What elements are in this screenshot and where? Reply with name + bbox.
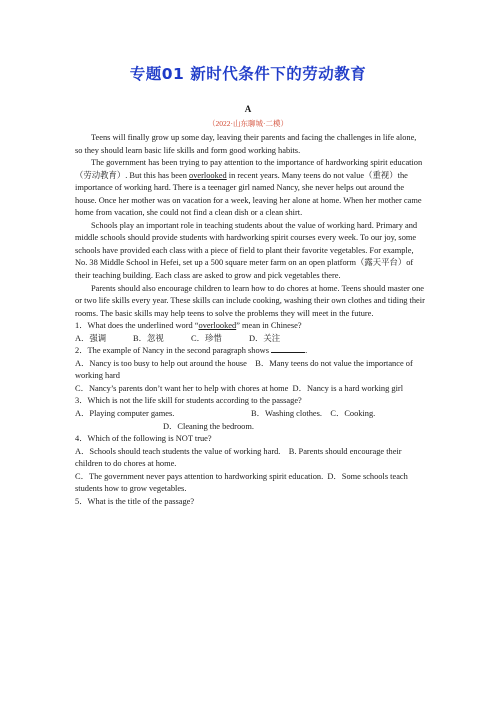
q1-options — [75, 333, 425, 346]
paragraph-1: Teens will finally grow up some day, leaving their parents and facing the challenges in life alone, so they should learn basic life skills and form good working habits. — [75, 133, 417, 155]
q1-option-c: C．珍惜 — [191, 333, 222, 343]
q1-stem-a: 1．What does the underlined word “ — [75, 321, 199, 331]
q4-option-b: B. Parents should encourage their children to do chores at home. — [75, 446, 402, 469]
paragraph-2-text-a: The government has been trying to pay attention to the importance of hardworking spirit education（劳动教育）. But this has been — [75, 158, 423, 180]
question-1 — [75, 320, 425, 333]
q2-option-b: B．Many teens do not value the importance of working hard — [75, 358, 413, 381]
q4-option-d: D．Some schools teach students how to grow vegetables. — [75, 471, 408, 494]
underlined-word: overlooked — [189, 170, 227, 180]
q1-option-d: D．关注 — [249, 333, 281, 343]
q3-option-b: B．Washing clothes. — [251, 409, 322, 419]
q4-option-c: C．The government never pays attention to hardworking spirit education. — [75, 471, 324, 481]
source-note: （2022·山东聊城·二模） — [208, 119, 288, 128]
q2-stem: 2．The example of Nancy in the second paragraph shows — [75, 346, 269, 356]
q4-options-cd — [75, 471, 425, 496]
q1-underlined-word: overlooked — [198, 321, 237, 331]
q3-options-abc — [75, 408, 425, 421]
question-3: 3．Which is not the life skill for students according to the passage? — [75, 396, 302, 406]
page-title: 专题01 新时代条件下的劳动教育 — [129, 65, 367, 83]
section-label: A — [244, 104, 252, 114]
q3-option-a: A．Playing computer games. — [75, 409, 175, 419]
q4-option-a: A．Schools should teach students the value of working hard. — [75, 446, 281, 456]
q1-option-b: B．忽视 — [133, 333, 164, 343]
paragraph-4: Parents should also encourage children to learn how to do chores at home. Teens should master one or two life skills every year. These skills can include cooking, washing their own clothes and tiding their rooms. The basic skills may help teens to solve the problems they will meet in the future. — [75, 283, 425, 318]
q3-options-d — [75, 421, 425, 434]
paragraph-2 — [75, 157, 425, 220]
q1-option-a: A．强调 — [75, 333, 107, 343]
q2-option-a: A．Nancy is too busy to help out around the house — [75, 358, 247, 368]
q3-option-d: D．Cleaning the bedroom. — [163, 421, 254, 431]
paragraph-2-text-b: in recent years. Many teens do not value（重视）the importance of working hard. There is a teenager girl named Nancy, she never helps out around the house. Once her mother was on vacation for a week, leaving her alone at home. When her mother came home from vacation, she could not find a clean dish or a clean shirt. — [75, 170, 422, 218]
answer-blank — [271, 345, 308, 356]
passage-body — [75, 132, 425, 508]
q2-stem-end: . — [305, 346, 308, 356]
q2-option-d: D．Nancy is a hard working girl — [292, 383, 404, 393]
q2-options-ab — [75, 358, 425, 383]
q2-options-cd — [75, 383, 425, 396]
q1-stem-b: ” mean in Chinese? — [236, 321, 302, 331]
paragraph-3: Schools play an important role in teaching students about the value of working hard. Primary and middle schools should provide students with hardworking spirit courses every week. To our joy, some schools have provided each class with a piece of field to plant their favorite vegetables. For example, No. 38 Middle School in Hefei, set up a 500 square meter farm on an open platform（露天平台）of their teaching building. Each class are asked to grow and pick vegetables there. — [75, 220, 418, 281]
q4-options-ab — [75, 446, 425, 471]
q2-option-c: C．Nancy’s parents don’t want her to help with chores at home — [75, 383, 289, 393]
question-2 — [75, 345, 425, 358]
q3-option-c: C．Cooking. — [330, 409, 376, 419]
question-5: 5．What is the title of the passage? — [75, 496, 195, 506]
question-4: 4．Which of the following is NOT true? — [75, 434, 212, 444]
